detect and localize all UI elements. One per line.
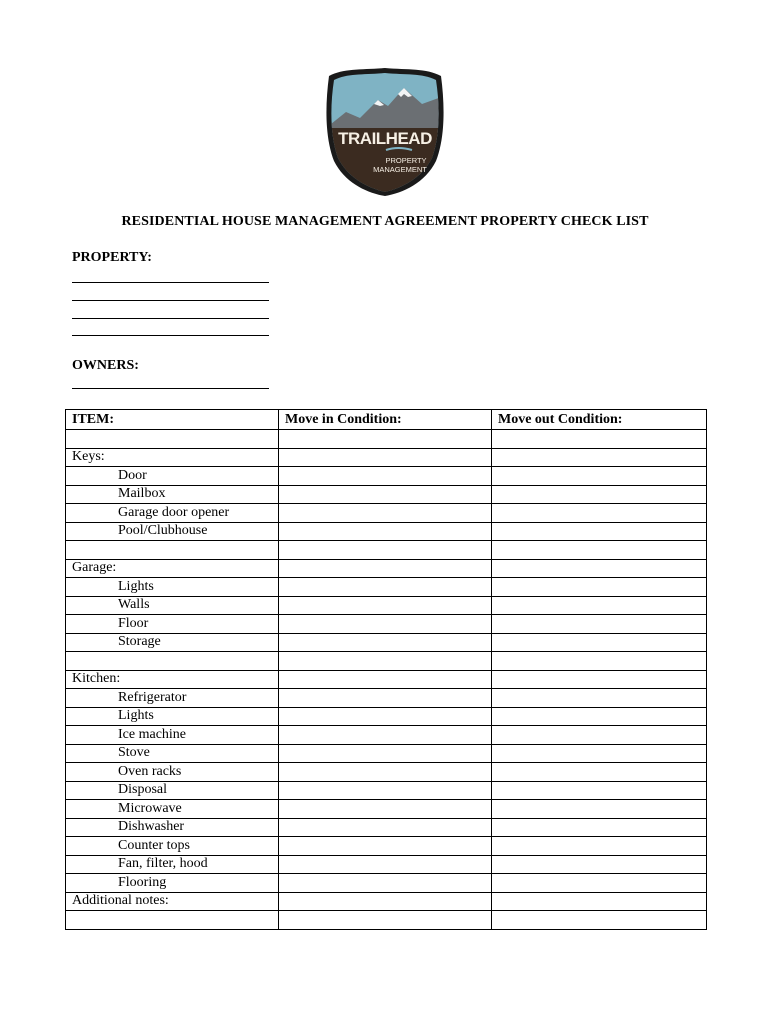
move-out-cell[interactable]	[492, 837, 707, 856]
item-cell: Microwave	[66, 800, 279, 819]
property-checklist-table	[65, 409, 707, 930]
table-row	[66, 430, 707, 449]
move-in-cell[interactable]	[279, 504, 492, 523]
table-row	[66, 707, 707, 726]
item-cell: Kitchen:	[66, 670, 279, 689]
owners-label: OWNERS:	[72, 358, 139, 373]
logo-wordmark: TRAILHEAD	[338, 129, 432, 148]
move-in-cell[interactable]	[279, 800, 492, 819]
item-cell: Disposal	[66, 781, 279, 800]
table-row	[66, 559, 707, 578]
item-cell: Flooring	[66, 874, 279, 893]
item-cell: Lights	[66, 707, 279, 726]
move-out-cell[interactable]	[492, 633, 707, 652]
move-in-cell[interactable]	[279, 707, 492, 726]
move-in-cell[interactable]	[279, 911, 492, 930]
item-cell: Additional notes:	[66, 892, 279, 911]
property-line[interactable]	[72, 335, 269, 336]
move-out-cell[interactable]	[492, 448, 707, 467]
table-row	[66, 874, 707, 893]
table-row	[66, 578, 707, 597]
move-out-cell[interactable]	[492, 485, 707, 504]
move-out-cell[interactable]	[492, 578, 707, 597]
table-row	[66, 652, 707, 671]
move-in-cell[interactable]	[279, 578, 492, 597]
move-in-cell[interactable]	[279, 726, 492, 745]
item-cell: Storage	[66, 633, 279, 652]
table-row	[66, 485, 707, 504]
move-out-cell[interactable]	[492, 559, 707, 578]
move-out-cell[interactable]	[492, 522, 707, 541]
table-row	[66, 504, 707, 523]
table-row	[66, 670, 707, 689]
item-cell: Counter tops	[66, 837, 279, 856]
table-row	[66, 615, 707, 634]
item-cell	[66, 430, 279, 449]
move-out-cell[interactable]	[492, 781, 707, 800]
table-row	[66, 467, 707, 486]
move-in-cell[interactable]	[279, 874, 492, 893]
table-row	[66, 522, 707, 541]
move-in-column-header: Move in Condition:	[279, 410, 492, 430]
move-in-cell[interactable]	[279, 615, 492, 634]
move-in-cell[interactable]	[279, 559, 492, 578]
move-in-cell[interactable]	[279, 744, 492, 763]
move-in-cell[interactable]	[279, 892, 492, 911]
move-in-cell[interactable]	[279, 633, 492, 652]
item-cell	[66, 911, 279, 930]
move-in-cell[interactable]	[279, 670, 492, 689]
item-cell: Oven racks	[66, 763, 279, 782]
move-out-cell[interactable]	[492, 467, 707, 486]
move-out-cell[interactable]	[492, 504, 707, 523]
move-in-cell[interactable]	[279, 689, 492, 708]
item-cell: Lights	[66, 578, 279, 597]
move-out-cell[interactable]	[492, 763, 707, 782]
trailhead-shield-logo	[326, 66, 444, 196]
move-in-cell[interactable]	[279, 485, 492, 504]
move-in-cell[interactable]	[279, 522, 492, 541]
move-out-cell[interactable]	[492, 911, 707, 930]
move-out-cell[interactable]	[492, 430, 707, 449]
move-out-column-header: Move out Condition:	[492, 410, 707, 430]
move-out-cell[interactable]	[492, 818, 707, 837]
property-line[interactable]	[72, 300, 269, 301]
table-row	[66, 837, 707, 856]
table-row	[66, 633, 707, 652]
move-out-cell[interactable]	[492, 689, 707, 708]
move-in-cell[interactable]	[279, 818, 492, 837]
move-out-cell[interactable]	[492, 892, 707, 911]
table-row	[66, 541, 707, 560]
move-in-cell[interactable]	[279, 855, 492, 874]
logo-tagline-2: MANAGEMENT	[373, 165, 427, 174]
move-out-cell[interactable]	[492, 670, 707, 689]
table-row	[66, 689, 707, 708]
move-in-cell[interactable]	[279, 652, 492, 671]
move-in-cell[interactable]	[279, 448, 492, 467]
move-out-cell[interactable]	[492, 652, 707, 671]
owners-line[interactable]	[72, 388, 269, 389]
table-row	[66, 744, 707, 763]
move-in-cell[interactable]	[279, 596, 492, 615]
move-in-cell[interactable]	[279, 541, 492, 560]
item-cell: Dishwasher	[66, 818, 279, 837]
move-in-cell[interactable]	[279, 430, 492, 449]
item-cell: Pool/Clubhouse	[66, 522, 279, 541]
move-out-cell[interactable]	[492, 596, 707, 615]
item-cell: Ice machine	[66, 726, 279, 745]
property-line[interactable]	[72, 318, 269, 319]
move-in-cell[interactable]	[279, 467, 492, 486]
table-row	[66, 763, 707, 782]
logo-tagline-1: PROPERTY	[385, 156, 427, 165]
item-cell: Refrigerator	[66, 689, 279, 708]
move-in-cell[interactable]	[279, 837, 492, 856]
property-label: PROPERTY:	[72, 250, 152, 265]
item-cell: Door	[66, 467, 279, 486]
table-row	[66, 781, 707, 800]
move-out-cell[interactable]	[492, 541, 707, 560]
table-row	[66, 596, 707, 615]
move-out-cell[interactable]	[492, 800, 707, 819]
table-row	[66, 726, 707, 745]
move-out-cell[interactable]	[492, 744, 707, 763]
item-cell	[66, 652, 279, 671]
company-logo	[326, 66, 444, 196]
table-row	[66, 855, 707, 874]
item-cell: Keys:	[66, 448, 279, 467]
item-cell: Fan, filter, hood	[66, 855, 279, 874]
move-out-cell[interactable]	[492, 726, 707, 745]
item-cell: Stove	[66, 744, 279, 763]
move-out-cell[interactable]	[492, 874, 707, 893]
property-line[interactable]	[72, 282, 269, 283]
move-out-cell[interactable]	[492, 855, 707, 874]
document-title: RESIDENTIAL HOUSE MANAGEMENT AGREEMENT PROPERTY CHECK LIST	[121, 214, 649, 229]
item-column-header: ITEM:	[66, 410, 279, 430]
move-in-cell[interactable]	[279, 781, 492, 800]
table-row	[66, 911, 707, 930]
table-row	[66, 818, 707, 837]
table-header-row	[66, 410, 707, 430]
move-in-cell[interactable]	[279, 763, 492, 782]
item-cell: Walls	[66, 596, 279, 615]
item-cell: Garage door opener	[66, 504, 279, 523]
item-cell: Floor	[66, 615, 279, 634]
item-cell	[66, 541, 279, 560]
move-out-cell[interactable]	[492, 707, 707, 726]
item-cell: Garage:	[66, 559, 279, 578]
move-out-cell[interactable]	[492, 615, 707, 634]
table-row	[66, 448, 707, 467]
item-cell: Mailbox	[66, 485, 279, 504]
table-row	[66, 800, 707, 819]
table-row	[66, 892, 707, 911]
